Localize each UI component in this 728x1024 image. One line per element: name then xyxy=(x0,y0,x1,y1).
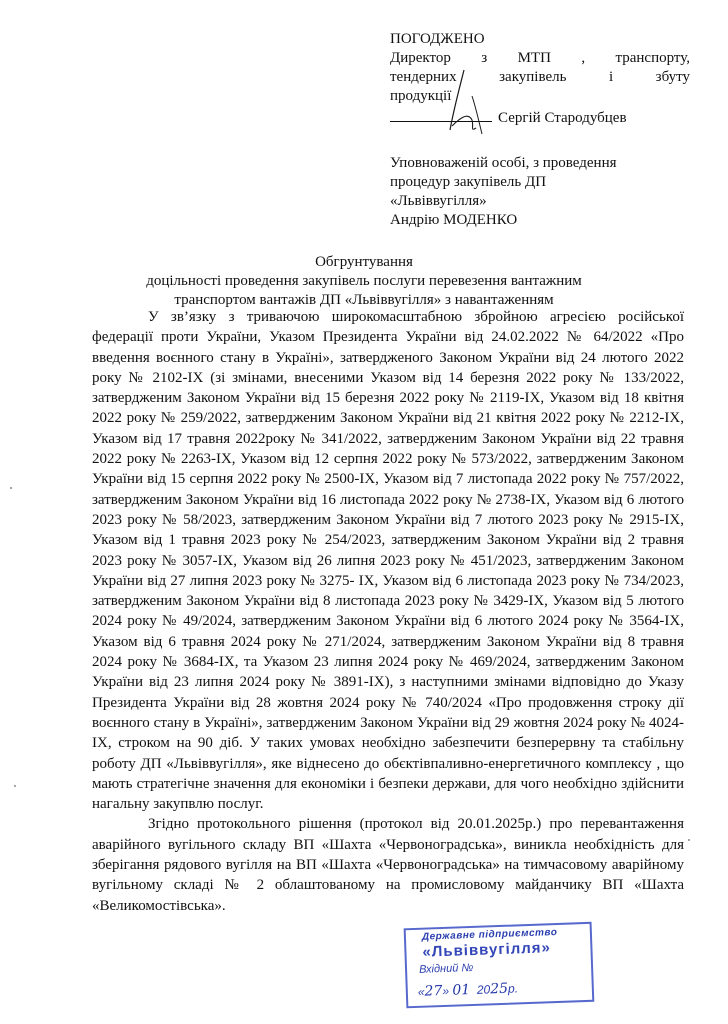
approval-position-line-2: тендерних закупівель і збуту xyxy=(390,69,690,85)
title-line-3: транспортом вантажів ДП «Львіввугілля» з навантаженням xyxy=(174,292,554,308)
approval-position-line-3: продукції xyxy=(390,88,452,104)
stamp-incoming-label: Вхідний № xyxy=(418,961,474,976)
addressee-line-2: процедур закупівель ДП xyxy=(390,174,547,190)
body-paragraph-2: Згідно протокольного рішення (протокол від 20.01.2025р.) про перевантаження аварійного вугільного складу ВП «Шахта «Червоноградська», виникла необхідність для зберігання рядового вугілля на ВП «Шахта «Червоноградська» на тимчасовому аварійному вугільному складі № 2 облаштованому на промисловому майданчику ВП «Шахта «Великомостівська». xyxy=(92,816,684,914)
stamp-organization-type: Державне підприємство xyxy=(421,926,558,943)
stamp-date-month: 01 xyxy=(452,982,471,999)
stamp-organization-name: «Львіввугілля» xyxy=(422,939,552,961)
addressee-line-4: Андрію МОДЕНКО xyxy=(390,212,518,228)
approval-signer-name: Сергій Стародубцев xyxy=(498,110,627,126)
addressee-line-3: «Львіввугілля» xyxy=(390,193,487,209)
title-line-2: доцільності проведення закупівель послуги перевезення вантажним xyxy=(146,273,582,289)
incoming-stamp xyxy=(404,922,597,1011)
approval-position-line-1: Директор з МТП , транспорту, xyxy=(390,50,690,66)
body-paragraph-1: У зв’язку з триваючою широкомасштабною збройною агресією російської федерації проти України, Указом Президента України від 24.02.2022 № 64/2022 «Про введення воєнного стану в Україні», затвердженого Законом України від 24 лютого 2022 року № 2102-IX (зі змінами, внесеними Указом від 14 березня 2022 року № 133/2022, затвердженим Законом України від 15 березня 2022 року № 2119-IX, Указом від 18 квітня 2022 року № 259/2022, затвердженим Законом України від 21 квітня 2022 року № 2212-IX, Указом від 17 травня 2022року № 341/2022, затвердженим Законом України від 22 травня 2022 року № 2263-IX, Указом від 12 серпня 2022 року № 573/2022, затвердженим Законом України від 15 серпня 2022 року № 2500-IX, Указом від 7 листопада 2022 року № 757/2022, затвердженим Законом України від 16 листопада 2022 року № 2738-IX, Указом від 6 лютого 2023 року № 58/2023, затвердженим Законом України від 7 лютого 2023 року № 2915-IX, Указом від 1 травня 2023 року № 254/2023, затвердженим Законом України від 2 травня 2023 року № 3057-IX, Указом від 26 липня 2023 року № 451/2023, затвердженим Законом України від 27 липня 2023 року № 3275- IX, Указом від 6 листопада 2023 року № 734/2023, затвердженим Законом України від 8 листопада 2023 року № 3429-IX, Указом від 5 лютого 2024 року № 49/2024, затвердженим Законом України від 6 лютого 2024 року № 3564-IX, Указом від 6 травня 2024 року № 271/2024, затвердженим Законом України від 8 травня 2024 року № 3684-IX, та Указом 23 липня 2024 року № 469/2024, затвердженим Законом України від 23 липня 2024 року № 3891-IX), з наступними змінами відповідно до Указу Президента України від 28 жовтня 2024 року № 740/2024 «Про продовження строку дії воєнного стану в Україні», затвердженим Законом України від 29 жовтня 2024 року № 4024-IX, строком на 90 діб. У таких умовах необхідно забезпечити безперервну та стабільну роботу ДП «Львіввугілля», яке віднесено до обєктівпаливно-енергетичного комплексу , що мають стратегічне значення для економіки і безпеки держави, для чого необхідно здійснити нагальну закупвлю послуг. xyxy=(92,309,684,813)
addressee-line-1: Уповноваженій особі, з проведення xyxy=(390,155,617,171)
stamp-date-year-prefix: 20 xyxy=(476,982,491,997)
scan-speck xyxy=(14,785,16,787)
stamp-date-year-suffix: 25 xyxy=(489,980,509,998)
approval-block xyxy=(390,30,690,230)
approval-heading: ПОГОДЖЕНО xyxy=(390,31,485,47)
scan-speck xyxy=(10,487,12,489)
stamp-date: «27» 01 2025р. xyxy=(417,980,519,1000)
stamp-date-day: 27 xyxy=(424,983,443,1000)
title-line-1: Обгрунтування xyxy=(315,254,413,270)
approval-signer-line xyxy=(390,107,690,128)
document-title xyxy=(60,253,668,310)
handwritten-signature xyxy=(442,68,502,138)
document-body xyxy=(92,307,684,916)
approval-spacer xyxy=(390,128,690,154)
scan-speck xyxy=(688,839,690,841)
